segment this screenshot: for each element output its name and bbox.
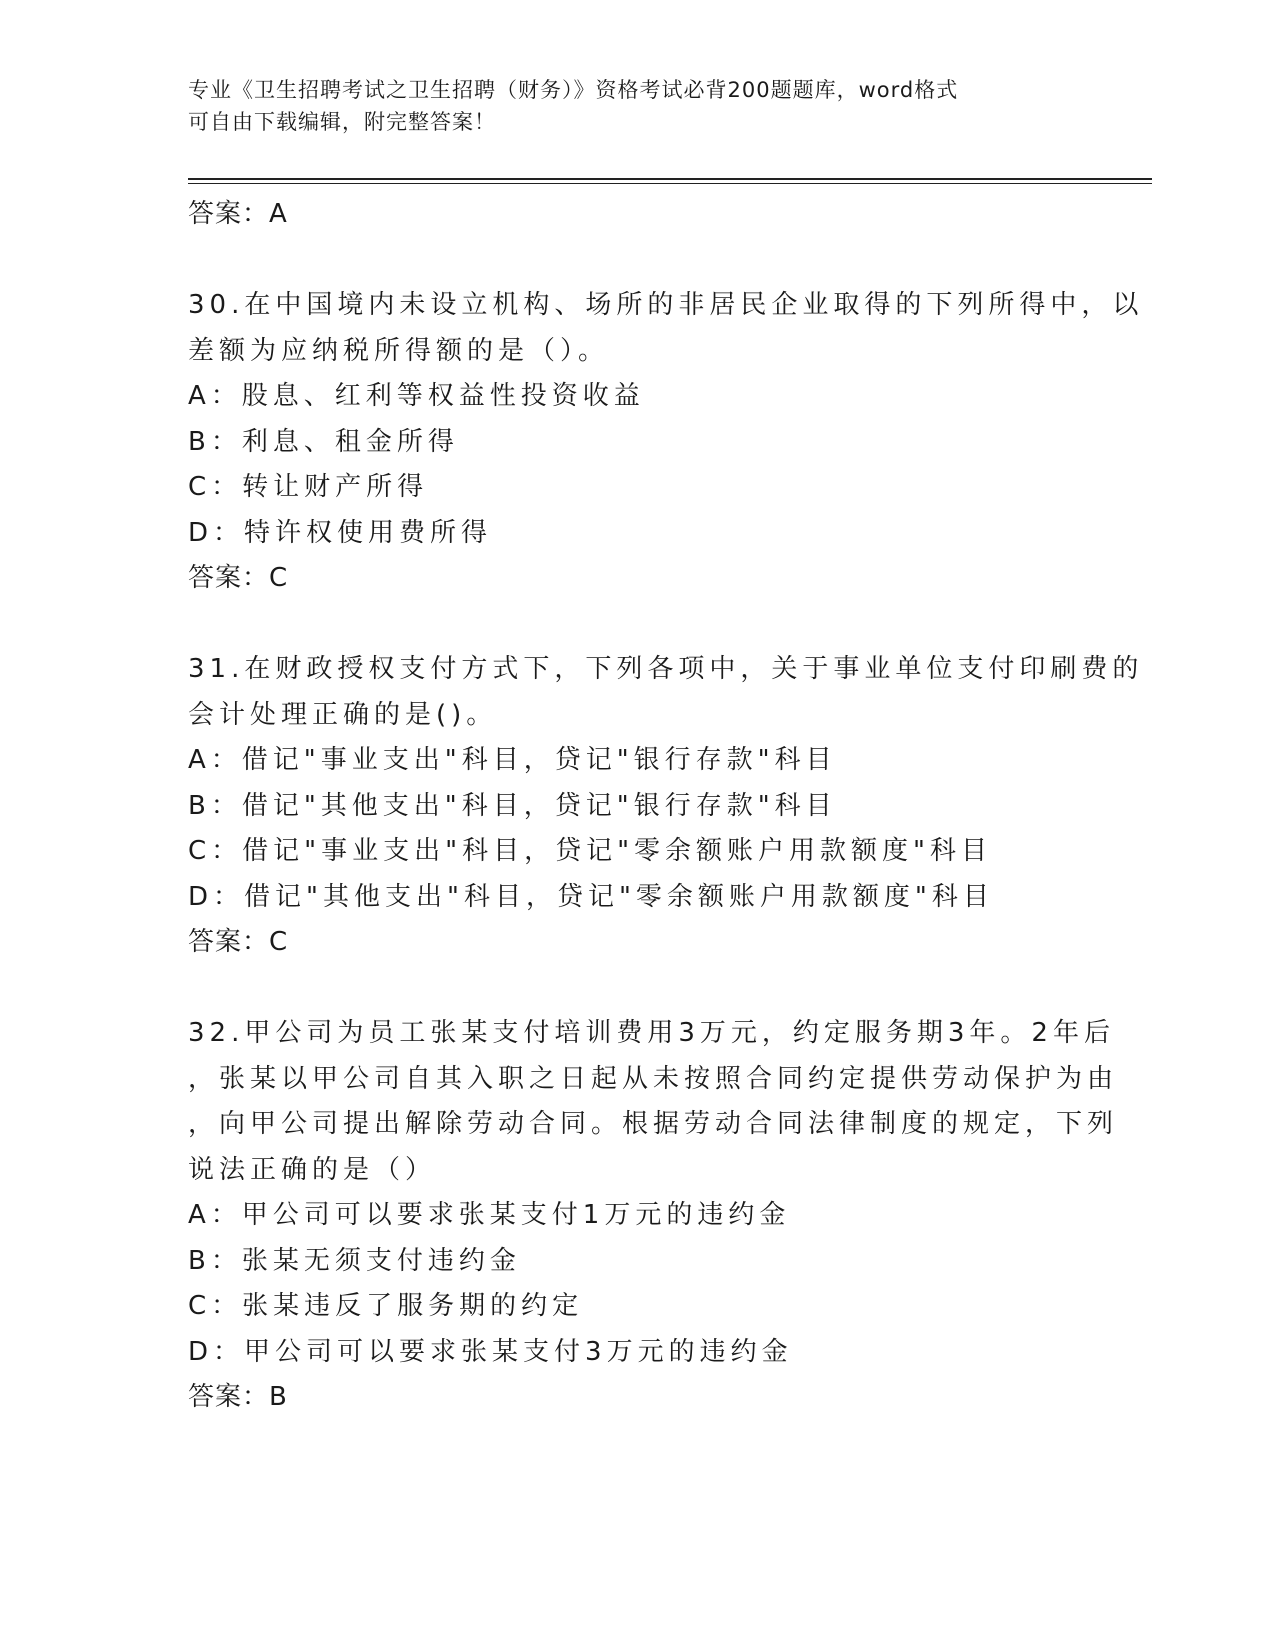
question-stem-line: ，张某以甲公司自其入职之日起从未按照合同约定提供劳动保护为由 — [188, 1063, 1119, 1094]
question-stem-line: 说法正确的是（） — [188, 1154, 437, 1185]
spacer — [188, 602, 1088, 648]
header-line-2: 可自由下载编辑，附完整答案！ — [188, 110, 496, 134]
question-stem-line: ，向甲公司提出解除劳动合同。根据劳动合同法律制度的规定，下列 — [188, 1109, 1119, 1139]
option-b: B：借记"其他支出"科目，贷记"银行存款"科目 — [188, 790, 837, 821]
question-30 — [188, 283, 1144, 602]
option-d: D：甲公司可以要求张某支付3万元的违约金 — [188, 1336, 793, 1367]
header-line-1: 专业《卫生招聘考试之卫生招聘（财务）》资格考试必背200题题库，word格式 — [188, 78, 959, 102]
option-c: C：借记"事业支出"科目，贷记"零余额账户用款额度"科目 — [188, 836, 992, 866]
spacer — [188, 238, 1088, 284]
question-list — [188, 192, 1144, 1421]
option-a: A：股息、红利等权益性投资收益 — [188, 381, 645, 411]
option-a: A：借记"事业支出"科目，贷记"银行存款"科目 — [188, 745, 837, 775]
option-d: D：借记"其他支出"科目，贷记"零余额账户用款额度"科目 — [188, 881, 994, 912]
header-divider-thick — [188, 178, 1152, 180]
answer-line: 答案：C — [188, 563, 289, 593]
option-c: C：转让财产所得 — [188, 472, 429, 502]
question-31 — [188, 647, 1144, 966]
question-stem-line: 差额为应纳税所得额的是（）。 — [188, 335, 610, 366]
question-stem-line: 31.在财政授权支付方式下，下列各项中，关于事业单位支付印刷费的 — [188, 654, 1144, 684]
spacer — [188, 966, 1088, 1012]
option-d: D：特许权使用费所得 — [188, 517, 493, 548]
document-header — [188, 74, 1068, 138]
option-c: C：张某违反了服务期的约定 — [188, 1291, 584, 1321]
header-divider-thin — [188, 183, 1152, 184]
question-stem-line: 30.在中国境内未设立机构、场所的非居民企业取得的下列所得中，以 — [188, 290, 1144, 320]
question-stem-line: 32.甲公司为员工张某支付培训费用3万元，约定服务期3年。2年后 — [188, 1018, 1115, 1048]
answer-line: 答案：C — [188, 927, 289, 957]
answer-line: 答案：B — [188, 1382, 288, 1412]
option-b: B：张某无须支付违约金 — [188, 1245, 521, 1276]
question-stem-line: 会计处理正确的是()。 — [188, 699, 498, 730]
question-32 — [188, 1011, 1119, 1421]
option-a: A：甲公司可以要求张某支付1万元的违约金 — [188, 1200, 791, 1230]
previous-answer: 答案：A — [188, 199, 288, 229]
option-b: B：利息、租金所得 — [188, 426, 459, 457]
